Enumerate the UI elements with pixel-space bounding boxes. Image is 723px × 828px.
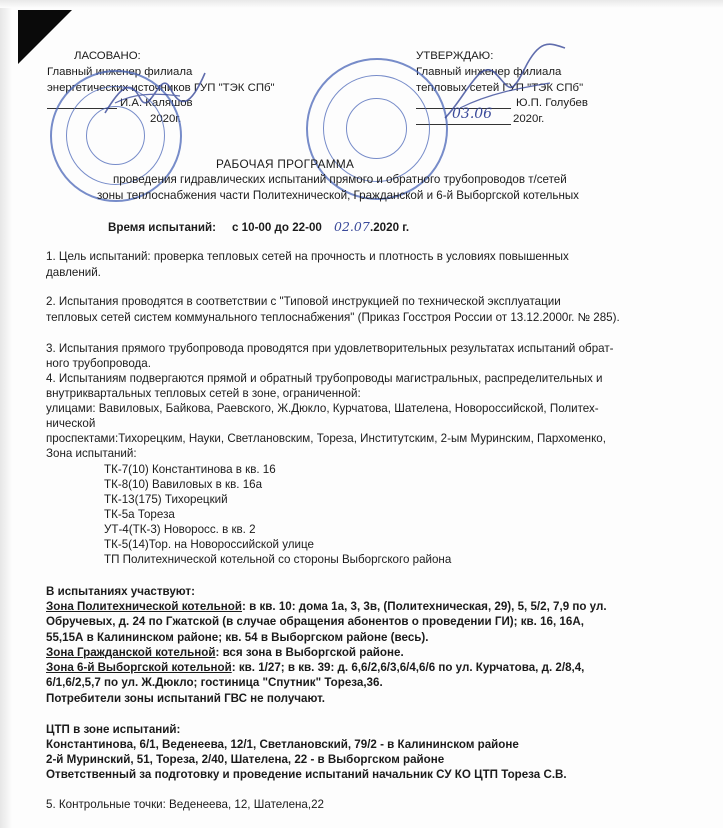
zone-item: УТ-4(ТК-3) Новоросс. в кв. 2 bbox=[104, 523, 256, 536]
zone-item: ТК-7(10) Константинова в кв. 16 bbox=[104, 463, 276, 476]
document-subtitle-line1: проведения гидравлических испытаний прямого и обратного трубопроводов т/сетей bbox=[113, 173, 567, 186]
zone-1-label: Зона Политехнической котельной bbox=[46, 600, 243, 613]
item-5: 5. Контрольные точки: Веденеева, 12, Шателена,22 bbox=[46, 798, 324, 811]
zone-item: ТК-8(10) Вавиловых в кв. 16а bbox=[104, 478, 263, 491]
document-title: РАБОЧАЯ ПРОГРАММА bbox=[216, 157, 355, 171]
approval-left-line3: энергетических источников ГУП "ТЭК СПб" bbox=[47, 82, 275, 94]
item-1-line-a: 1. Цель испытаний: проверка тепловых сетей на прочность и плотность в условиях повышенных bbox=[46, 250, 569, 263]
approval-right-line3: тепловых сетей ГУП "ТЭК СПб" bbox=[416, 82, 584, 94]
folded-corner bbox=[18, 10, 72, 64]
zone-2-text: : вся зона в Выборгской районе. bbox=[215, 646, 404, 659]
item-1-line-b: давлений. bbox=[46, 266, 101, 279]
zone-1-text: : в кв. 10: дома 1а, 3, 3в, (Политехническая, 29), 5, 5/2, 7,9 по ул. bbox=[242, 600, 607, 613]
zone-3-text: : кв. 1/27; в кв. 39: д. 6,6/2,6/3,6/4,6/6 по ул. Курчатова, д. 2/8,4, bbox=[231, 661, 585, 674]
ctp-responsible: Ответственный за подготовку и проведение испытаний начальник СУ КО ЦТП Тореза С.В. bbox=[46, 768, 567, 781]
item-4-line-b: внутриквартальных тепловых сетей в зоне, ограниченной: bbox=[46, 387, 361, 400]
participants-zone-1-line-a bbox=[46, 600, 607, 613]
approval-right-line2: Главный инженер филиала bbox=[416, 66, 562, 78]
participants-zone-2 bbox=[46, 646, 404, 659]
signature-left bbox=[100, 58, 210, 128]
participants-heading: В испытаниях участвуют: bbox=[46, 585, 195, 598]
test-time-value: с 10-00 до 22-00 bbox=[232, 221, 322, 234]
zone-item: ТК-5а Тореза bbox=[104, 508, 175, 521]
item-4-line-f: Зона испытаний: bbox=[46, 447, 137, 460]
approval-left-line5: 2020г. bbox=[150, 113, 182, 125]
test-time-label: Время испытаний: bbox=[108, 221, 217, 234]
zone-2-label: Зона Гражданской котельной bbox=[46, 646, 216, 659]
item-4-line-e: проспектами:Тихорецким, Науки, Светлановским, Тореза, Институтским, 2-ым Муринским, Пархоменко, bbox=[46, 432, 606, 445]
approval-right-line4: Ю.П. Голубев bbox=[516, 97, 588, 109]
ctp-line-1: Константинова, 6/1, Веденеева, 12/1, Светлановский, 79/2 - в Калининском районе bbox=[46, 738, 519, 751]
test-date-handwritten: 02.07 bbox=[334, 219, 370, 234]
zone-item: ТК-13(175) Тихорецкий bbox=[104, 493, 228, 506]
test-date-printed: .2020 г. bbox=[370, 221, 410, 234]
gvs-note: Потребители зоны испытаний ГВС не получают. bbox=[46, 692, 325, 705]
item-4-line-d: нической bbox=[46, 417, 96, 430]
approval-left-line1: ЛАСОВАНО: bbox=[74, 50, 141, 62]
ctp-heading: ЦТП в зоне испытаний: bbox=[46, 723, 181, 736]
page-top-edge bbox=[0, 0, 723, 8]
stamp-right-center bbox=[346, 98, 407, 159]
participants-zone-3-line-a bbox=[46, 661, 584, 674]
zone-item: ТК-5(14)Тор. на Новороссийской улице bbox=[104, 538, 314, 551]
zone-item: ТП Политехнической котельной со стороны Выборгского района bbox=[104, 553, 452, 566]
participants-zone-1-line-c: 55,15А в Калининском районе; кв. 54 в Выборгском районе (весь). bbox=[46, 631, 429, 644]
handwritten-approval-date: 03.06 bbox=[452, 106, 493, 122]
page-shadow bbox=[0, 0, 12, 828]
approval-left-line2: Главный инженер филиала bbox=[47, 66, 193, 78]
participants-zone-3-line-b: 6/1,6/2,5,7 по ул. Ж.Дюкло; гостиница "Спутник" Тореза,36. bbox=[46, 676, 383, 689]
document-subtitle-line2: зоны теплоснабжения части Политехнической, Гражданской и 6-й Выборгской котельных bbox=[97, 189, 579, 202]
item-4-line-a: 4. Испытаниям подвергаются прямой и обратный трубопроводы магистральных, распределительных и bbox=[46, 372, 603, 385]
approval-right-line5: 2020г. bbox=[513, 113, 545, 125]
item-2-line-b: тепловых сетей систем коммунального теплоснабжения" (Приказ Госстроя России от 13.12.2000г. № 285). bbox=[46, 311, 620, 324]
item-3-line-a: 3. Испытания прямого трубопровода проводятся при удовлетворительных результатах испытаний обрат- bbox=[46, 342, 614, 355]
ctp-line-2: 2-й Муринский, 51, Тореза, 2/40, Шателена, 22 - в Выборгском районе bbox=[46, 753, 445, 766]
approval-left-line4: И.А. Каляшов bbox=[120, 97, 193, 109]
approval-right-line1: УТВЕРЖДАЮ: bbox=[416, 50, 494, 62]
participants-zone-1-line-b: Обручевых, д. 24 по Гжатской (в случае обращения абонентов о проведении ГИ); кв. 16, 16А, bbox=[46, 615, 584, 628]
signature-right bbox=[440, 38, 570, 128]
item-2-line-a: 2. Испытания проводятся в соответствии с "Типовой инструкцией по технической эксплуатации bbox=[46, 295, 561, 308]
item-3-line-b: ного трубопровода. bbox=[46, 357, 151, 370]
item-4-line-c: улицами: Вавиловых, Байкова, Раевского, Ж.Дюкло, Курчатова, Шателена, Новороссийской, Политех- bbox=[46, 402, 599, 415]
zone-3-label: Зона 6-й Выборгской котельной bbox=[46, 661, 232, 674]
